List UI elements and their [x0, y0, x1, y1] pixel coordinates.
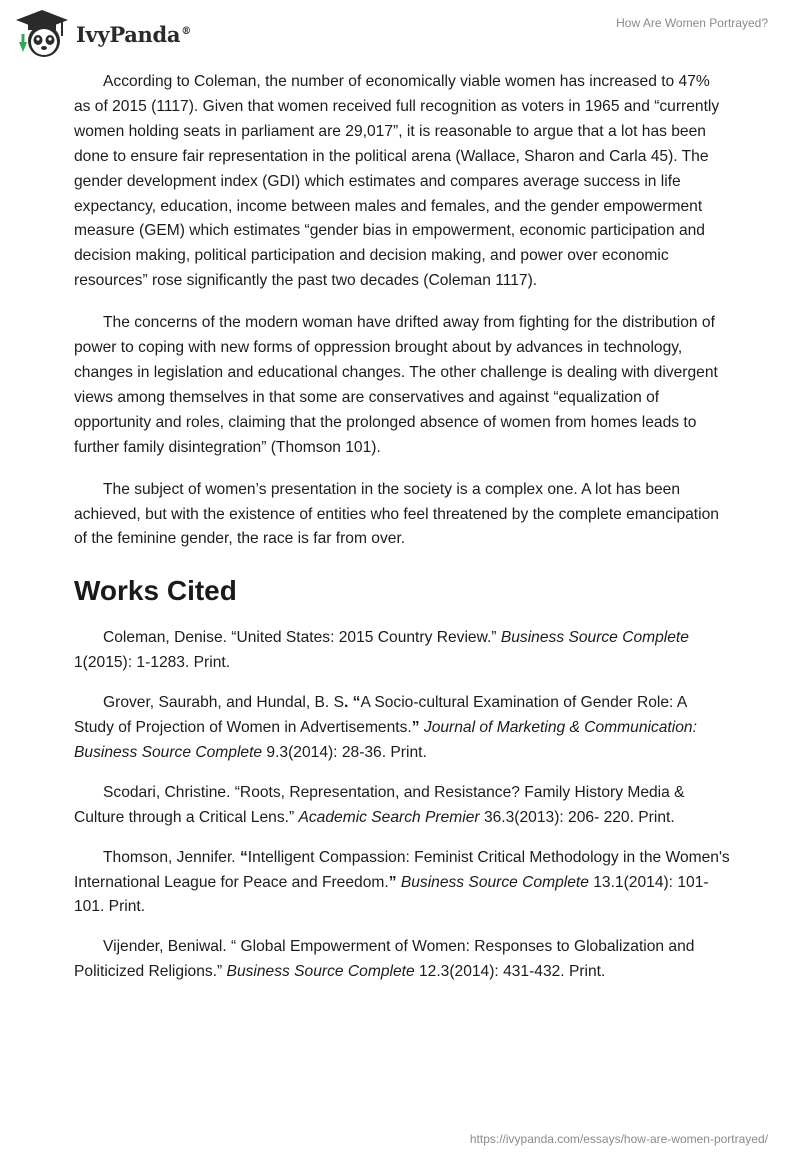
panda-graduate-icon — [14, 8, 70, 60]
citation-entry — [74, 781, 730, 831]
logo-text — [76, 22, 191, 47]
citation-author: Grover, Saurabh, and Hundal, B. S — [103, 694, 344, 712]
citation-quote-close: ” — [411, 719, 424, 737]
citation-title: “United States: 2015 Country Review.” — [231, 629, 501, 647]
citation-title: A Socio-cultural Examination of Gender Role: A Study of Projection of Women in Advertisements. — [74, 694, 687, 737]
logo-wordmark: IvyPanda — [76, 21, 181, 47]
citation-quote-open: . “ — [343, 694, 361, 712]
citation-author: Thomson, Jennifer. — [103, 848, 240, 866]
citation-source: Business Source Complete — [400, 873, 589, 891]
citation-title: Intelligent Compassion: Feminist Critical Methodology in the Women's International League for Peace and Freedom. — [74, 848, 730, 891]
page-header — [0, 0, 800, 66]
citation-quote-close: ” — [388, 873, 401, 891]
source-url[interactable]: https://ivypanda.com/essays/how-are-women-portrayed/ — [469, 1132, 768, 1146]
citation-details: 13.1(2014): 101-101. Print. — [74, 873, 709, 916]
citation-quote-open: “ — [239, 848, 248, 866]
citation-source: Business Source Complete — [226, 963, 415, 981]
citation-author: Coleman, Denise. — [103, 629, 232, 647]
citation-author: Scodari, Christine. — [103, 783, 235, 801]
body-paragraph: The subject of women’s presentation in the society is a complex one. A lot has been achieved, but with the existence of entities who feel threatened by the complete emancipation of the feminine gender, the race is far from over. — [74, 480, 719, 548]
citation-entry — [74, 626, 730, 676]
citation-details: 1(2015): 1-1283. Print. — [74, 654, 231, 672]
citation-title: “ Global Empowerment of Women: Responses to Globalization and Politicized Religions.” — [74, 938, 695, 981]
body-paragraph: According to Coleman, the number of economically viable women has increased to 47% as of 2015 (1117). Given that women received full recognition as voters in 1965 and “currently women holding seats in parliament are 29,017”, it is reasonable to argue that a lot has been done to ensure fair representation in the political arena (Wallace, Sharon and Carla 45). The gender development index (GDI) which estimates and compares average success in life expectancy, education, income between males and females, and the gender empowerment measure (GEM) which estimates “gender bias in empowerment, economic participation and decision making, political participation and decision making, and power over economic resources” rose significantly the past two decades (Coleman 1117). — [74, 73, 720, 290]
citation-entry — [74, 691, 730, 766]
citation-source: Journal of Marketing & Communication: Business Source Complete — [74, 719, 697, 761]
body-paragraph: The concerns of the modern woman have drifted away from fighting for the distribution of power to coping with new forms of oppression brought about by advances in technology, changes in legislation and educational changes. The other challenge is dealing with divergent views among themselves in that some are conservatives and against “equalization of opportunity and roles, claiming that the prolonged absence of women from homes leads to further family disintegration” (Thomson 101). — [74, 314, 718, 456]
citation-entry — [74, 935, 730, 985]
works-cited-heading: Works Cited — [74, 575, 237, 607]
citation-details: 9.3(2014): 28-36. Print. — [262, 743, 427, 761]
ivypanda-logo[interactable] — [14, 8, 191, 60]
document-title: How Are Women Portrayed? — [616, 16, 768, 30]
citation-source: Business Source Complete — [500, 629, 689, 647]
citation-details: 12.3(2014): 431-432. Print. — [414, 963, 606, 981]
citation-title: “Roots, Representation, and Resistance? Family History Media & Culture through a Critical Lens.” — [74, 783, 685, 826]
citation-entry — [74, 846, 730, 921]
citation-details: 36.3(2013): 206- 220. Print. — [479, 808, 675, 826]
citation-source: Academic Search Premier — [298, 808, 480, 826]
citation-author: Vijender, Beniwal. — [103, 938, 232, 956]
essay-content — [74, 70, 730, 1000]
registered-mark: ® — [181, 25, 191, 37]
